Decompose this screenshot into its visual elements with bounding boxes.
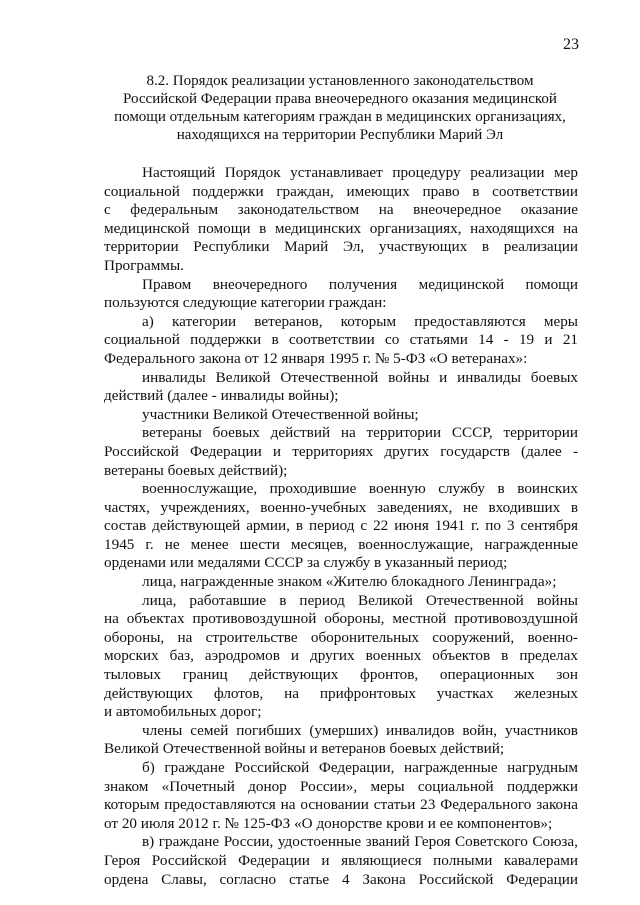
text-line: Великой Отечественной войны и ветеранов боевых действий; xyxy=(104,740,505,758)
text-line: Федерального закона от 12 января 1995 г. № 5-ФЗ «О ветеранах»: xyxy=(104,349,528,367)
text-line: социальной поддержки граждан, имеющих право в соответствии xyxy=(104,182,578,200)
text-line: социальной поддержки в соответствии со статьями 14 - 19 и 21 xyxy=(104,331,579,349)
text-line: от 20 июля 2012 г. № 125-ФЗ «О донорстве крови и ее компонентов»; xyxy=(104,814,553,832)
text-line: морских баз, аэродромов и других военных объектов в пределах xyxy=(104,647,578,665)
text-line: медицинской помощи в медицинских организациях, находящихся на xyxy=(104,219,579,237)
page-number: 23 xyxy=(563,36,579,53)
text-line: территории Республики Марий Эл, участвующих в реализации xyxy=(104,238,578,256)
text-line: действующих флотов, на прифронтовых участках железных xyxy=(104,684,578,702)
text-line: которым предоставляются на основании статьи 23 Федерального закона xyxy=(104,796,579,814)
text-line: и автомобильных дорог; xyxy=(104,703,262,721)
text-line: участники Великой Отечественной войны; xyxy=(142,405,419,423)
text-line: лица, награжденные знаком «Жителю блокадного Ленинграда»; xyxy=(142,573,557,591)
text-line: ордена Славы, согласно статье 4 Закона Российской Федерации xyxy=(104,870,578,888)
text-line: тыловых границ действующих фронтов, операционных зон xyxy=(104,666,578,684)
text-line: знаком «Почетный донор России», меры социальной поддержки xyxy=(104,777,579,795)
text-line: 1945 г. не менее шести месяцев, военнослужащие, награжденные xyxy=(104,535,578,553)
text-line: частях, учреждениях, военно-учебных заведениях, не входивших в xyxy=(104,498,579,516)
heading-line: находящихся на территории Республики Марий Эл xyxy=(176,127,504,143)
text-line: Программы. xyxy=(104,256,184,274)
text-line: действий (далее - инвалиды войны); xyxy=(104,387,339,405)
text-line: состав действующей армии, в период с 22 июня 1941 г. по 3 сентября xyxy=(104,517,579,535)
text-line: орденами или медалями СССР за службу в указанный период; xyxy=(104,554,508,572)
text-line: обороны, на строительстве оборонительных сооружений, военно- xyxy=(104,628,578,646)
text-line: а) категории ветеранов, которым предоставляются меры xyxy=(142,312,579,330)
text-line: пользуются следующие категории граждан: xyxy=(104,294,387,312)
text-line: военнослужащие, проходившие военную службу в воинских xyxy=(142,480,579,498)
section-heading xyxy=(100,72,580,144)
text-line: Настоящий Порядок устанавливает процедуру реализации мер xyxy=(142,164,578,181)
text-line: в) граждане России, удостоенные званий Героя Советского Союза, xyxy=(142,833,578,851)
text-line: инвалиды Великой Отечественной войны и инвалиды боевых xyxy=(142,368,579,386)
heading-line: 8.2. Порядок реализации установленного законодательством xyxy=(146,73,534,89)
text-line: ветераны боевых действий на территории СССР, территории xyxy=(142,424,579,442)
body-text xyxy=(104,164,578,889)
text-line: Правом внеочередного получения медицинской помощи xyxy=(142,275,578,293)
text-line: члены семей погибших (умерших) инвалидов войн, участников xyxy=(142,721,578,739)
text-line: б) граждане Российской Федерации, награжденные нагрудным xyxy=(142,759,578,776)
text-line: на объектах противовоздушной обороны, местной противовоздушной xyxy=(104,610,578,628)
heading-line: Российской Федерации права внеочередного оказания медицинской xyxy=(123,91,557,107)
text-line: с федеральным законодательством на внеочередное оказание xyxy=(104,201,579,219)
text-line: Героя Российской Федерации и являющиеся полными кавалерами xyxy=(104,851,579,869)
text-line: лица, работавшие в период Великой Отечественной войны xyxy=(142,591,578,609)
text-line: Российской Федерации и территориях других государств (далее - xyxy=(104,442,579,460)
heading-line: помощи отдельным категориям граждан в медицинских организациях, xyxy=(114,109,566,125)
text-line: ветераны боевых действий); xyxy=(104,461,288,479)
